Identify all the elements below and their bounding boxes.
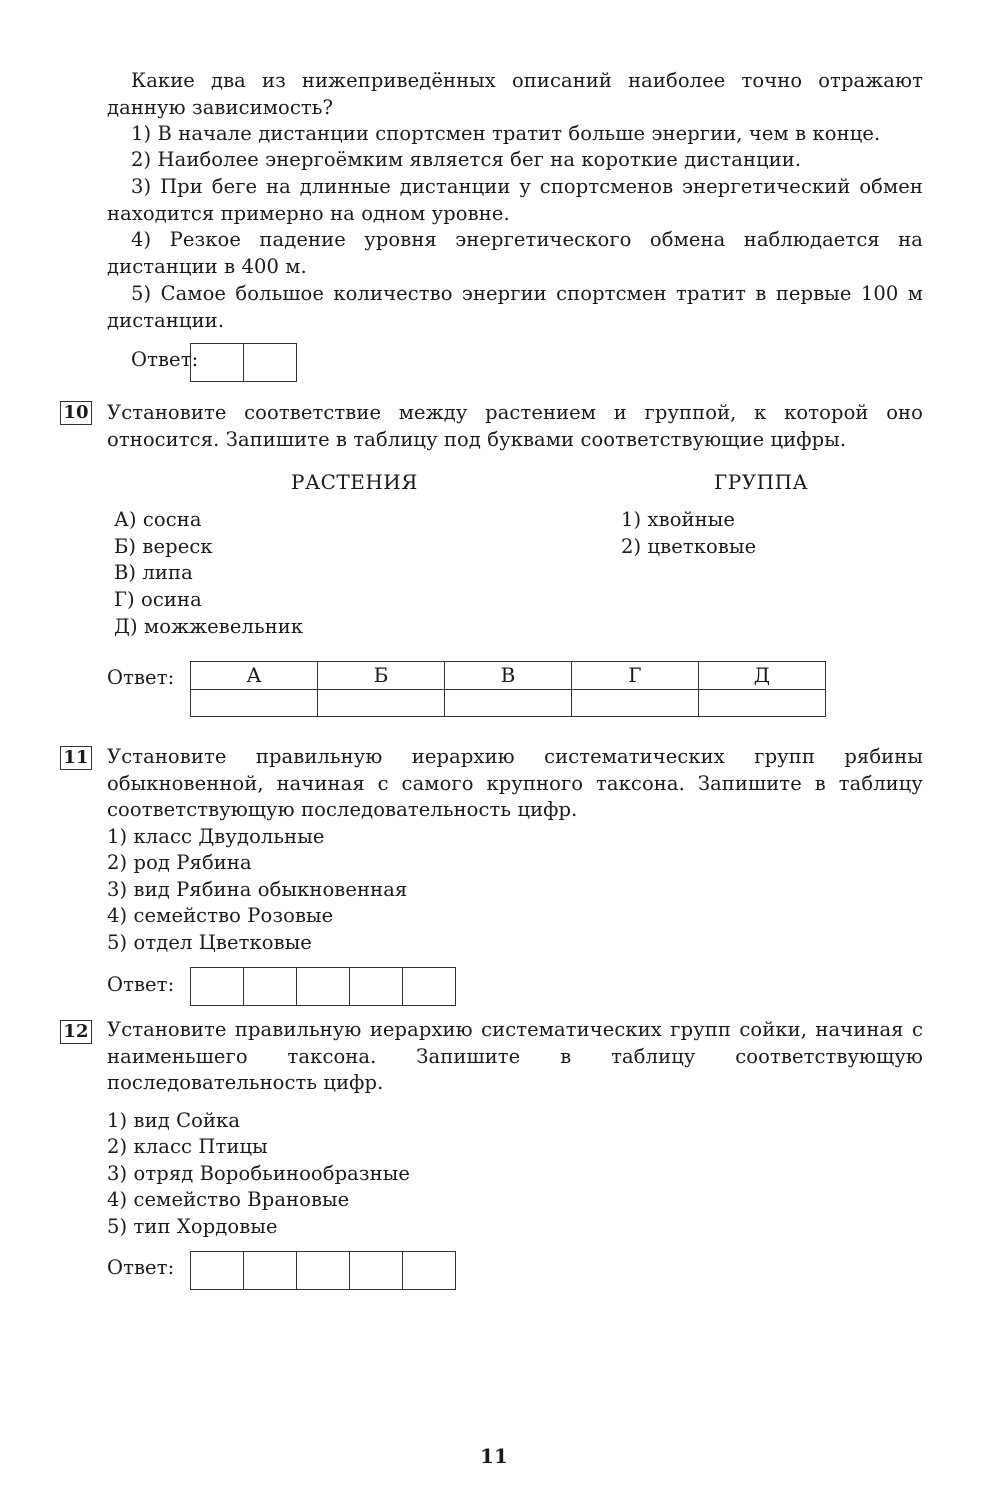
q12-answer-cells [190, 1251, 456, 1290]
q12-question: Установите правильную иерархию систематических групп сойки, начиная с наименьшего таксона. Запишите в таблицу соответствующую последовательность цифр. [107, 1018, 923, 1095]
q10-plant-d: Д) можжевельник [114, 615, 304, 638]
q12-option-2: 2) класс Птицы [107, 1135, 268, 1158]
q10-answer-label: Ответ: [107, 666, 175, 689]
answer-cell-d[interactable] [698, 689, 825, 716]
q10-question [107, 400, 923, 453]
q10-plant-b: Б) вереск [114, 535, 213, 558]
answer-cell[interactable] [244, 1252, 297, 1289]
q9-option-4: 4) Резкое падение уровня энергетического обмена наблюдается на дистанции в 400 м. [107, 228, 923, 278]
q10-right-heading: ГРУППА [714, 470, 809, 494]
q11-answer-label: Ответ: [107, 973, 175, 996]
header-cell-d: Д [698, 662, 825, 690]
header-cell-v: В [444, 662, 571, 690]
q12-number-box: 12 [60, 1020, 92, 1044]
q11-answer-cells [190, 967, 456, 1006]
answer-cell[interactable] [297, 968, 350, 1005]
answer-cell-b[interactable] [318, 689, 445, 716]
q12-option-1: 1) вид Сойка [107, 1109, 241, 1132]
table-header-row [191, 662, 826, 690]
header-cell-b: Б [318, 662, 445, 690]
header-cell-g: Г [571, 662, 698, 690]
q9-answer-cells [190, 343, 297, 382]
q12-answer-label: Ответ: [107, 1256, 175, 1279]
answer-cell[interactable] [403, 968, 455, 1005]
table-answer-row [191, 689, 826, 716]
q11-question: Установите правильную иерархию систематических групп рябины обыкновенной, начиная с самого крупного таксона. Запишите в таблицу соответствующую последовательность цифр. [107, 745, 923, 822]
q12-option-3: 3) отряд Воробьинообразные [107, 1162, 410, 1185]
answer-cell-v[interactable] [444, 689, 571, 716]
q9-option-2: 2) Наиболее энергоёмким является бег на короткие дистанции. [131, 148, 802, 171]
q11-option-2: 2) род Рябина [107, 851, 252, 874]
answer-cell-g[interactable] [571, 689, 698, 716]
q10-number-box: 10 [60, 401, 92, 425]
answer-cell[interactable] [191, 1252, 244, 1289]
q11-option-5: 5) отдел Цветковые [107, 931, 312, 954]
answer-cell[interactable] [350, 1252, 403, 1289]
header-cell-a: А [191, 662, 318, 690]
answer-cell[interactable] [297, 1252, 350, 1289]
q9-option-3: 3) При беге на длинные дистанции у спортсменов энергетический обмен находится примерно на одном уровне. [107, 175, 923, 225]
q10-group-2: 2) цветковые [621, 535, 757, 558]
q10-plant-a: А) сосна [114, 508, 202, 531]
page-number: 11 [480, 1444, 509, 1468]
answer-cell[interactable] [191, 344, 244, 381]
q11-number-box: 11 [60, 746, 92, 770]
answer-cell-a[interactable] [191, 689, 318, 716]
q12-option-5: 5) тип Хордовые [107, 1215, 278, 1238]
q10-left-heading: РАСТЕНИЯ [291, 470, 418, 494]
q9-answer-label: Ответ: [131, 348, 199, 371]
answer-cell[interactable] [191, 968, 244, 1005]
q11-option-4: 4) семейство Розовые [107, 904, 334, 927]
q10-group-1: 1) хвойные [621, 508, 735, 531]
q10-question-text: Установите соответствие между растением и группой, к которой оно относится. Запишите в таблицу под буквами соответствующие цифры. [107, 401, 923, 451]
q12-option-4: 4) семейство Врановые [107, 1188, 350, 1211]
q10-plant-v: В) липа [114, 561, 193, 584]
answer-cell[interactable] [403, 1252, 455, 1289]
answer-cell[interactable] [244, 968, 297, 1005]
answer-cell[interactable] [244, 344, 296, 381]
q11-option-3: 3) вид Рябина обыкновенная [107, 878, 408, 901]
q11-option-1: 1) класс Двудольные [107, 825, 325, 848]
answer-cell[interactable] [350, 968, 403, 1005]
q10-answer-table [190, 661, 826, 717]
q10-plant-g: Г) осина [114, 588, 202, 611]
q9-question: Какие два из нижеприведённых описаний наиболее точно отражают данную зависимость? [107, 69, 923, 119]
q9-option-5: 5) Самое большое количество энергии спортсмен тратит в первые 100 м дистанции. [107, 282, 923, 332]
q9-option-1: 1) В начале дистанции спортсмен тратит больше энергии, чем в конце. [131, 122, 881, 145]
